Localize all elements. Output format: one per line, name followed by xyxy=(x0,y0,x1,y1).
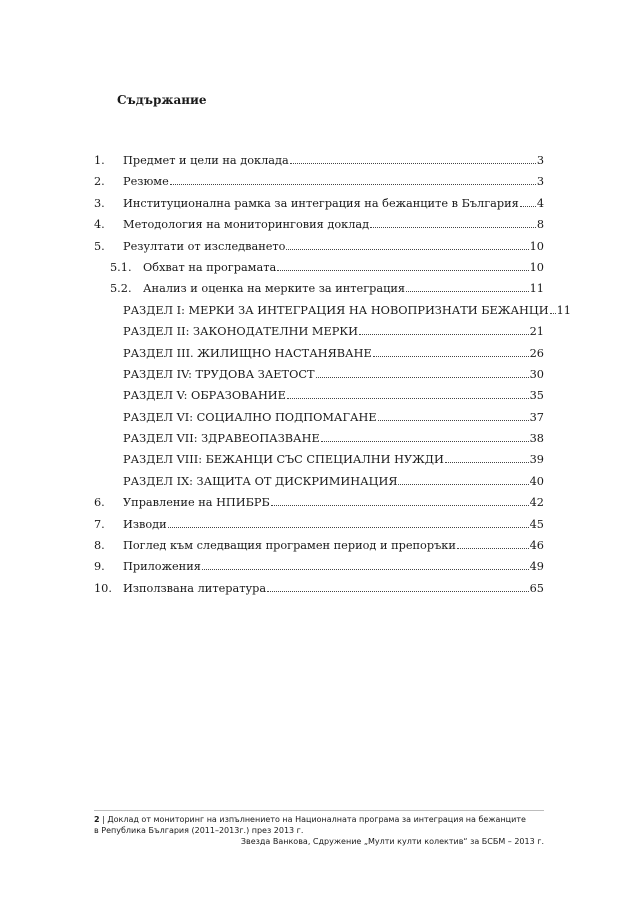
toc-dot-leader xyxy=(202,569,529,570)
toc-entry-number: 10. xyxy=(94,581,112,595)
toc-entry-page: 10 xyxy=(529,239,544,253)
toc-entry-title: РАЗДЕЛ VI: СОЦИАЛНО ПОДПОМАГАНЕ xyxy=(123,410,377,424)
toc-entry[interactable] xyxy=(94,154,544,175)
toc-dot-leader xyxy=(378,420,529,421)
toc-entry-number: 5.2. xyxy=(110,282,132,296)
footer-separator: | xyxy=(99,815,108,824)
toc-dot-leader xyxy=(277,270,528,271)
toc-entry[interactable] xyxy=(94,282,544,303)
toc-entry-page: 45 xyxy=(529,517,544,531)
toc-entry-number: 3. xyxy=(94,196,105,210)
toc-entry-title: Управление на НПИБРБ xyxy=(123,496,270,510)
toc-entry[interactable] xyxy=(94,175,544,196)
toc-entry-number: 6. xyxy=(94,496,105,510)
toc-dot-leader xyxy=(370,227,536,228)
toc-entry-page: 4 xyxy=(536,196,544,210)
toc-entry-number: 4. xyxy=(94,218,105,232)
toc-entry-page: 30 xyxy=(529,367,544,381)
toc-dot-leader xyxy=(457,548,529,549)
toc-entry-title: Поглед към следващия програмен период и препоръки xyxy=(123,539,456,553)
toc-entry[interactable] xyxy=(94,389,544,410)
toc-dot-leader xyxy=(550,313,556,314)
toc-entry-title: РАЗДЕЛ IX: ЗАЩИТА ОТ ДИСКРИМИНАЦИЯ xyxy=(123,474,398,488)
toc-entry-title: РАЗДЕЛ I: МЕРКИ ЗА ИНТЕГРАЦИЯ НА НОВОПРИЗНАТИ БЕЖАНЦИ xyxy=(123,303,549,317)
toc-entry-title: РАЗДЕЛ II: ЗАКОНОДАТЕЛНИ МЕРКИ xyxy=(123,325,358,339)
toc-entry[interactable] xyxy=(94,347,544,368)
toc-entry-title: Анализ и оценка на мерките за интеграция xyxy=(143,282,406,296)
toc-entry-title: РАЗДЕЛ VII: ЗДРАВЕОПАЗВАНЕ xyxy=(123,432,320,446)
toc-entry-page: 37 xyxy=(529,410,544,424)
toc-entry-title: РАЗДЕЛ III. ЖИЛИЩНО НАСТАНЯВАНЕ xyxy=(123,346,372,360)
toc-dot-leader xyxy=(398,484,528,485)
footer-line-2: в Република България (2011–2013г.) през 2013 г. xyxy=(94,826,304,835)
toc-entry-number: 1. xyxy=(94,154,105,167)
toc-entry-page: 40 xyxy=(529,474,544,488)
toc-entry-page: 21 xyxy=(529,325,544,339)
toc-entry-page: 49 xyxy=(529,560,544,574)
toc-entry-title: Институционална рамка за интеграция на бежанците в България xyxy=(123,196,519,210)
toc-entry[interactable] xyxy=(94,218,544,239)
toc-dot-leader xyxy=(170,184,536,185)
toc-entry[interactable] xyxy=(94,496,544,517)
toc-dot-leader xyxy=(286,249,528,250)
toc-entry-title: Изводи xyxy=(123,517,167,531)
toc-entry-page: 11 xyxy=(556,303,571,317)
toc-dot-leader xyxy=(321,441,529,442)
toc-entry[interactable] xyxy=(94,582,544,603)
toc-heading: Съдържание xyxy=(117,93,207,107)
toc-entry-title: Методология на мониторинговия доклад xyxy=(123,218,370,232)
toc-entry[interactable] xyxy=(94,368,544,389)
toc-entry-title: РАЗДЕЛ VIII: БЕЖАНЦИ СЪС СПЕЦИАЛНИ НУЖДИ xyxy=(123,453,444,467)
toc-entry-page: 8 xyxy=(536,218,544,232)
toc-entry[interactable] xyxy=(94,453,544,474)
toc-entry[interactable] xyxy=(94,325,544,346)
toc-entry[interactable] xyxy=(94,261,544,282)
toc-entry-page: 3 xyxy=(536,154,544,167)
toc-entry-number: 2. xyxy=(94,175,105,189)
toc-entry-title: РАЗДЕЛ V: ОБРАЗОВАНИЕ xyxy=(123,389,286,403)
footer-author: Звезда Ванкова, Сдружение „Мулти култи колектив“ за БСБМ – 2013 г. xyxy=(240,837,544,846)
toc-entry-page: 3 xyxy=(536,175,544,189)
toc-entry-page: 46 xyxy=(529,539,544,553)
toc-entry[interactable] xyxy=(94,475,544,496)
toc-entry-number: 8. xyxy=(94,539,105,553)
toc-entry[interactable] xyxy=(94,539,544,560)
toc-dot-leader xyxy=(316,377,529,378)
toc-entry[interactable] xyxy=(94,560,544,581)
toc-dot-leader xyxy=(406,291,529,292)
toc-entry-title: Резултати от изследването xyxy=(123,239,286,253)
toc-entry-page: 26 xyxy=(529,346,544,360)
toc-entry-number: 5.1. xyxy=(110,260,132,274)
toc-dot-leader xyxy=(271,505,529,506)
toc-entry-title: Използвана литература xyxy=(123,581,267,595)
toc-dot-leader xyxy=(168,527,529,528)
toc-entry-number: 9. xyxy=(94,560,105,574)
toc-dot-leader xyxy=(373,356,529,357)
toc-entry[interactable] xyxy=(94,303,571,325)
toc-dot-leader xyxy=(359,334,529,335)
toc-entry-page: 42 xyxy=(529,496,544,510)
toc-entry-page: 65 xyxy=(529,581,544,595)
table-of-contents xyxy=(94,154,571,603)
toc-entry[interactable] xyxy=(94,411,544,432)
toc-entry[interactable] xyxy=(94,518,544,539)
toc-entry[interactable] xyxy=(94,240,544,261)
page-footer xyxy=(94,810,544,847)
toc-entry-title: Приложения xyxy=(123,560,201,574)
footer-page-number: 2 xyxy=(94,815,100,824)
footer-line-1 xyxy=(94,814,544,825)
toc-entry-page: 11 xyxy=(529,282,544,296)
toc-entry[interactable] xyxy=(94,432,544,453)
toc-entry-page: 38 xyxy=(529,432,544,446)
toc-dot-leader xyxy=(520,206,536,207)
toc-entry-title: Обхват на програмата xyxy=(143,260,277,274)
toc-entry-page: 39 xyxy=(529,453,544,467)
toc-entry-title: Предмет и цели на доклада xyxy=(123,154,289,167)
toc-dot-leader xyxy=(267,591,529,592)
toc-entry[interactable] xyxy=(94,197,544,218)
toc-entry-number: 5. xyxy=(94,239,105,253)
toc-entry-page: 10 xyxy=(529,260,544,274)
toc-dot-leader xyxy=(290,163,536,164)
footer-report-title: Доклад от мониторинг на изпълнението на Националната програма за интеграция на бежанците xyxy=(107,815,526,824)
toc-dot-leader xyxy=(287,398,529,399)
toc-entry-number: 7. xyxy=(94,517,105,531)
toc-entry-title: Резюме xyxy=(123,175,169,189)
toc-entry-page: 35 xyxy=(529,389,544,403)
toc-dot-leader xyxy=(445,462,529,463)
toc-entry-title: РАЗДЕЛ IV: ТРУДОВА ЗАЕТОСТ xyxy=(123,367,315,381)
